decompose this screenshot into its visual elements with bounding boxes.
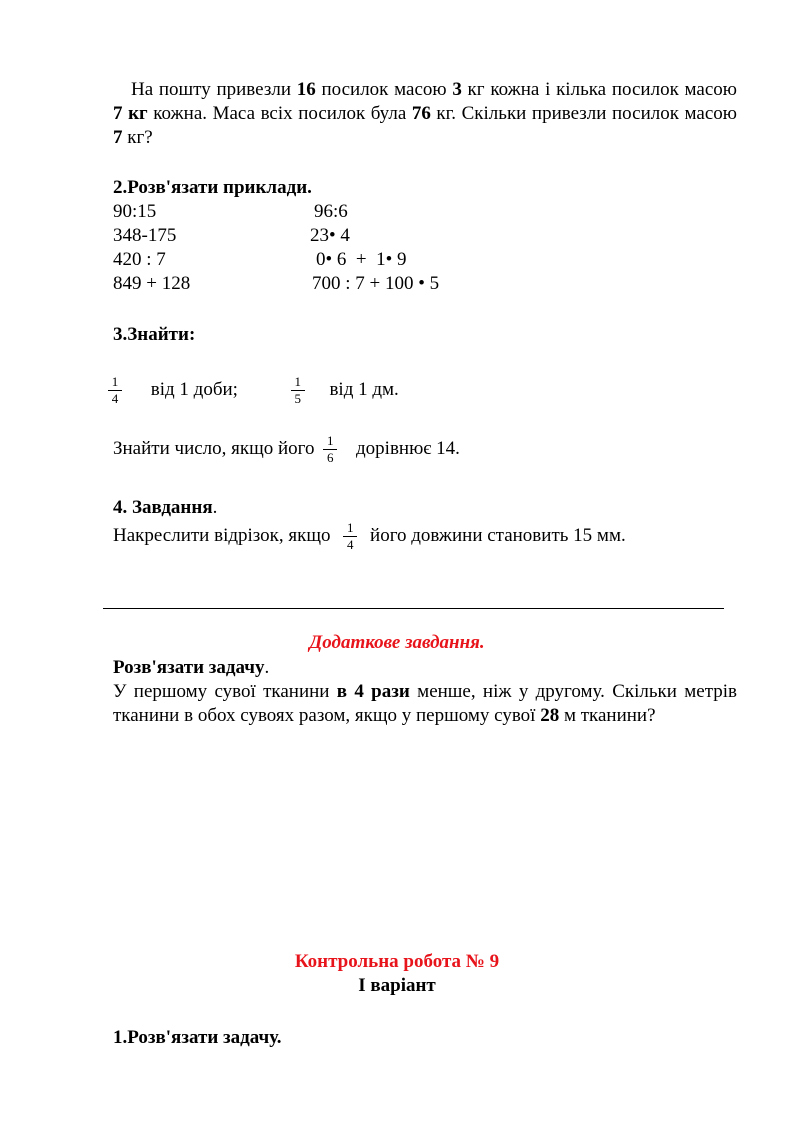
example-left-2: 348-175 — [113, 225, 177, 246]
fraction-one-quarter: $\frac{1}{4}$ — [108, 375, 122, 406]
example-right-3: 0• 6 + 1• 9 — [316, 249, 407, 270]
fraction-row: $\frac{1}{4}$ від 1 доби; $\frac{1}{5}$ від 1 дм. — [108, 374, 399, 406]
example-left-1: 90:15 — [113, 201, 157, 222]
find-number-line: Знайти число, якщо його $\frac{1}{6}$ дорівнює 14. — [113, 433, 460, 466]
extra-task-heading: Розв'язати задачу. — [113, 657, 270, 678]
work-title: Контрольна робота № 9 — [294, 951, 500, 972]
fraction-one-fifth: $\frac{1}{5}$ — [291, 375, 305, 406]
section-3-heading: 3.Знайти: — [113, 324, 196, 345]
problem-text: На пошту привезли 16 посилок масою 3 кг кожна і кілька посилок масою 7 кг кожна. Маса всіх посилок була 76 кг. Скільки привезли посилок масою 7 кг? — [113, 79, 737, 148]
example-right-1: 96:6 — [314, 201, 348, 222]
task-1-heading: 1.Розв'язати задачу. — [113, 1027, 282, 1048]
fraction-one-sixth: $\frac{1}{6}$ — [323, 434, 337, 465]
example-right-4: 700 : 7 + 100 • 5 — [312, 273, 440, 294]
section-4-task: Накреслити відрізок, якщо $\frac{1}{4}$ його довжини становить 15 мм. — [113, 520, 626, 553]
divider-line — [103, 608, 724, 609]
example-left-3: 420 : 7 — [113, 249, 166, 270]
example-left-4: 849 + 128 — [113, 273, 191, 294]
fraction-one-quarter-2: $\frac{1}{4}$ — [343, 521, 357, 552]
extra-task-title: Додаткове завдання. — [309, 632, 485, 653]
extra-task-text: У першому сувої тканини в 4 рази менше, ніж у другому. Скільки метрів тканини в обох сувоях разом, якщо у першому сувої 28 м тканини? — [113, 681, 737, 726]
section-4-heading: 4. Завдання. — [113, 497, 218, 518]
section-2-heading: 2.Розв'язати приклади. — [113, 177, 312, 198]
variant-title: І варіант — [358, 975, 436, 996]
example-right-2: 23• 4 — [310, 225, 350, 246]
